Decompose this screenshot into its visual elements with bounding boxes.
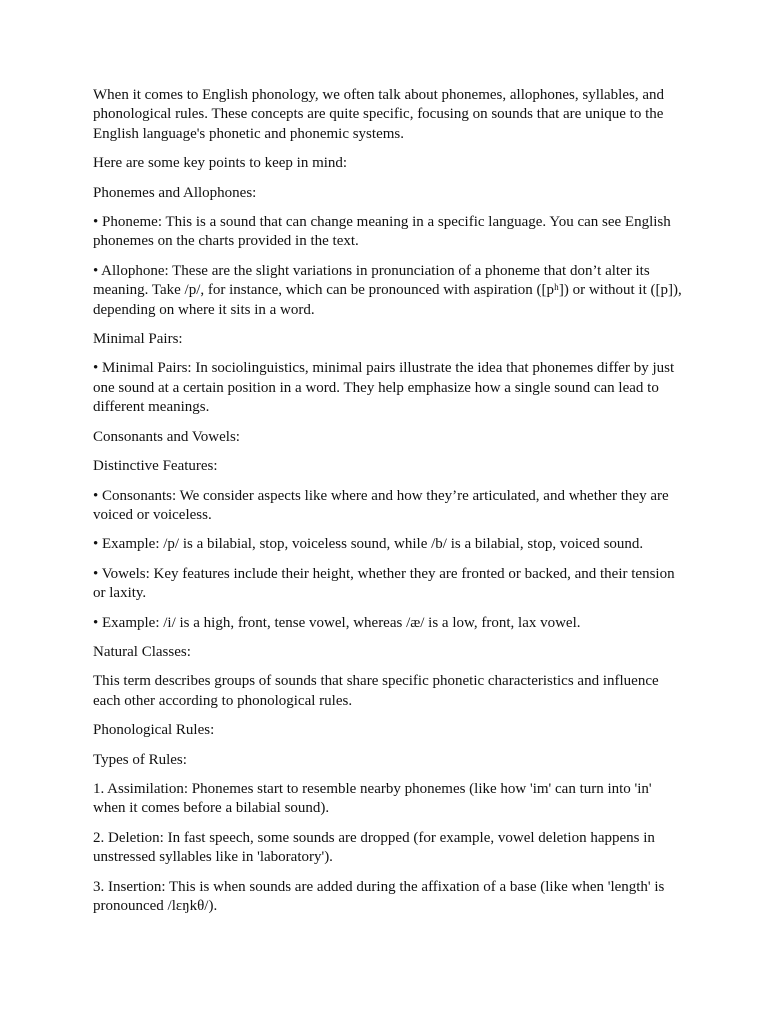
section-heading-distinctive-features: Distinctive Features: bbox=[93, 458, 218, 475]
intro-paragraph: When it comes to English phonology, we often talk about phonemes, allophones, syllables, and phonological rules. These concepts are quite specific, focusing on sounds that are unique to the English language's phonetic and phonemic systems. bbox=[93, 87, 665, 142]
bullet-vowels: • Vowels: Key features include their height, whether they are fronted or backed, and their tension or laxity. bbox=[93, 565, 675, 602]
bullet-allophone: • Allophone: These are the slight variations in pronunciation of a phoneme that don’t alter its meaning. Take /p/, for instance, which can be pronounced with aspiration ([pʰ]) or without it ([p]), depending on where it sits in a word. bbox=[93, 262, 682, 318]
rule-deletion: 2. Deletion: In fast speech, some sounds are dropped (for example, vowel deletion happens in unstressed syllables like in 'laboratory'). bbox=[93, 829, 655, 866]
bullet-minimal-pairs: • Minimal Pairs: In sociolinguistics, minimal pairs illustrate the idea that phonemes differ by just one sound at a certain position in a word. They help emphasize how a single sound can lead to different meanings. bbox=[93, 360, 675, 416]
rule-assimilation: 1. Assimilation: Phonemes start to resemble nearby phonemes (like how 'im' can turn into 'in' when it comes before a bilabial sound). bbox=[93, 780, 652, 817]
natural-classes-paragraph: This term describes groups of sounds that share specific phonetic characteristics and influence each other according to phonological rules. bbox=[93, 673, 659, 709]
bullet-vowel-example: • Example: /i/ is a high, front, tense vowel, whereas /æ/ is a low, front, lax vowel. bbox=[93, 614, 581, 631]
rule-insertion: 3. Insertion: This is when sounds are added during the affixation of a base (like when 'length' is pronounced /lɛŋkθ/). bbox=[93, 878, 665, 914]
bullet-consonants: • Consonants: We consider aspects like where and how they’re articulated, and whether they are voiced or voiceless. bbox=[93, 487, 669, 523]
section-heading-types-of-rules: Types of Rules: bbox=[93, 751, 187, 768]
document-body bbox=[93, 86, 683, 926]
section-heading-consonants-vowels: Consonants and Vowels: bbox=[93, 428, 240, 445]
section-heading-phonemes-allophones: Phonemes and Allophones: bbox=[93, 184, 257, 201]
section-heading-natural-classes: Natural Classes: bbox=[93, 643, 191, 660]
section-heading-minimal-pairs: Minimal Pairs: bbox=[93, 331, 183, 348]
section-heading-phonological-rules: Phonological Rules: bbox=[93, 722, 215, 739]
bullet-phoneme: • Phoneme: This is a sound that can change meaning in a specific language. You can see English phonemes on the charts provided in the text. bbox=[93, 214, 671, 250]
bullet-consonant-example: • Example: /p/ is a bilabial, stop, voiceless sound, while /b/ is a bilabial, stop, voiced sound. bbox=[93, 536, 644, 553]
key-points-intro: Here are some key points to keep in mind: bbox=[93, 155, 348, 172]
